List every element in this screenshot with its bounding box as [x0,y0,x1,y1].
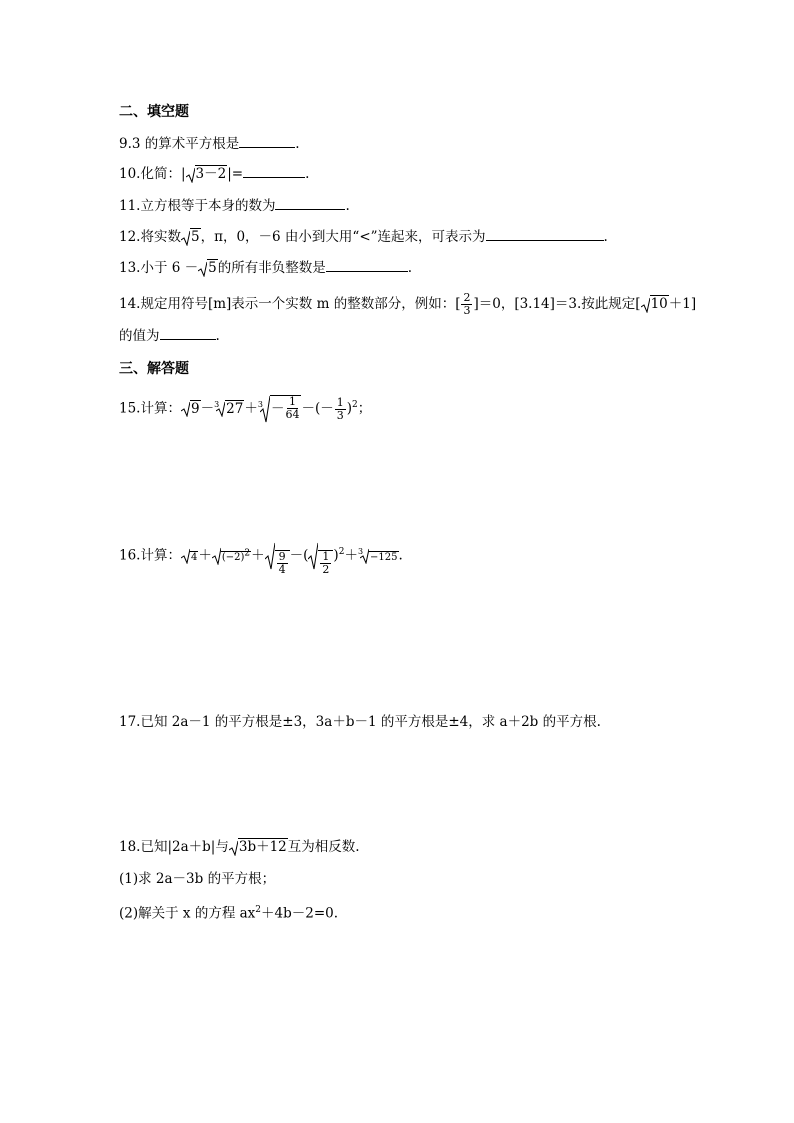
answer-blank [160,327,216,340]
answer-blank [275,197,345,210]
question-18-part-2: (2)解关于 x 的方程 $ax^2+4b-2=0$. [119,905,339,922]
radical-sign-icon [181,401,190,417]
answer-blank [243,165,305,178]
section-heading-fill-blank: 二、填空题 [119,104,189,120]
question-11: 11.立方根等于本身的数为 . [119,198,350,214]
question-14-line-2: 的值为 . [119,328,220,344]
answer-blank [486,228,604,241]
question-15: 15.计算： 9－$^3$ 27＋$^3$ － $\frac{1}{64}$ －(－ $\frac{1}{3}$ )$^2$； [119,395,372,422]
section-heading-solve: 三、解答题 [119,361,189,377]
radical-sign-icon [181,230,190,246]
question-10: 10.化简：| 3－2|= . [119,166,310,182]
radical-sign-icon [265,542,275,570]
cube-root-sign-icon [216,401,225,417]
abs-bar: | [180,166,186,182]
cube-root-sign-icon [360,548,369,564]
sqrt-expression [186,166,195,183]
question-14: 14.规定用符号[m]表示一个实数 m 的整数部分，例如：[ $\frac{2}{3}$ ]＝0，[3.14]＝3.按此规定[ 10＋1] [119,291,697,317]
radical-sign-icon [212,547,221,565]
answer-blank [326,259,408,272]
answer-blank [239,135,295,148]
radical-sign-icon [641,297,650,313]
question-17: 17.已知 2a－1 的平方根是±3，3a＋b－1 的平方根是±4，求 a＋2b 的平方根. [119,714,601,730]
cube-root-sign-icon [260,395,270,423]
radical-sign-icon [308,542,318,570]
radical-sign-icon [229,840,238,856]
radical-sign-icon [186,167,195,183]
question-13: 13.小于 6 － 5的所有非负整数是 . [119,260,413,276]
question-18: 18.已知|2a＋b|与 3b＋12互为相反数. [119,839,360,855]
radical-sign-icon [181,548,190,564]
question-12: 12.将实数 5，π，0，－6 由小到大用“<”连起来，可表示为 . [119,229,608,245]
question-16: 16.计算： $4+ (-2)^2+$ $\frac{9}{4}$ －( $\frac{1}{2}$ )$^2$＋$^3$−125. [119,542,403,576]
question-18-part-1: (1)求 2a－3b 的平方根； [119,871,276,887]
fraction: $\frac{2}{3}$ [463,291,471,317]
question-9: 9.3 的算术平方根是 . [119,136,300,152]
question-9-text: 9.3 的算术平方根是 [119,136,240,152]
radical-sign-icon [198,261,207,277]
